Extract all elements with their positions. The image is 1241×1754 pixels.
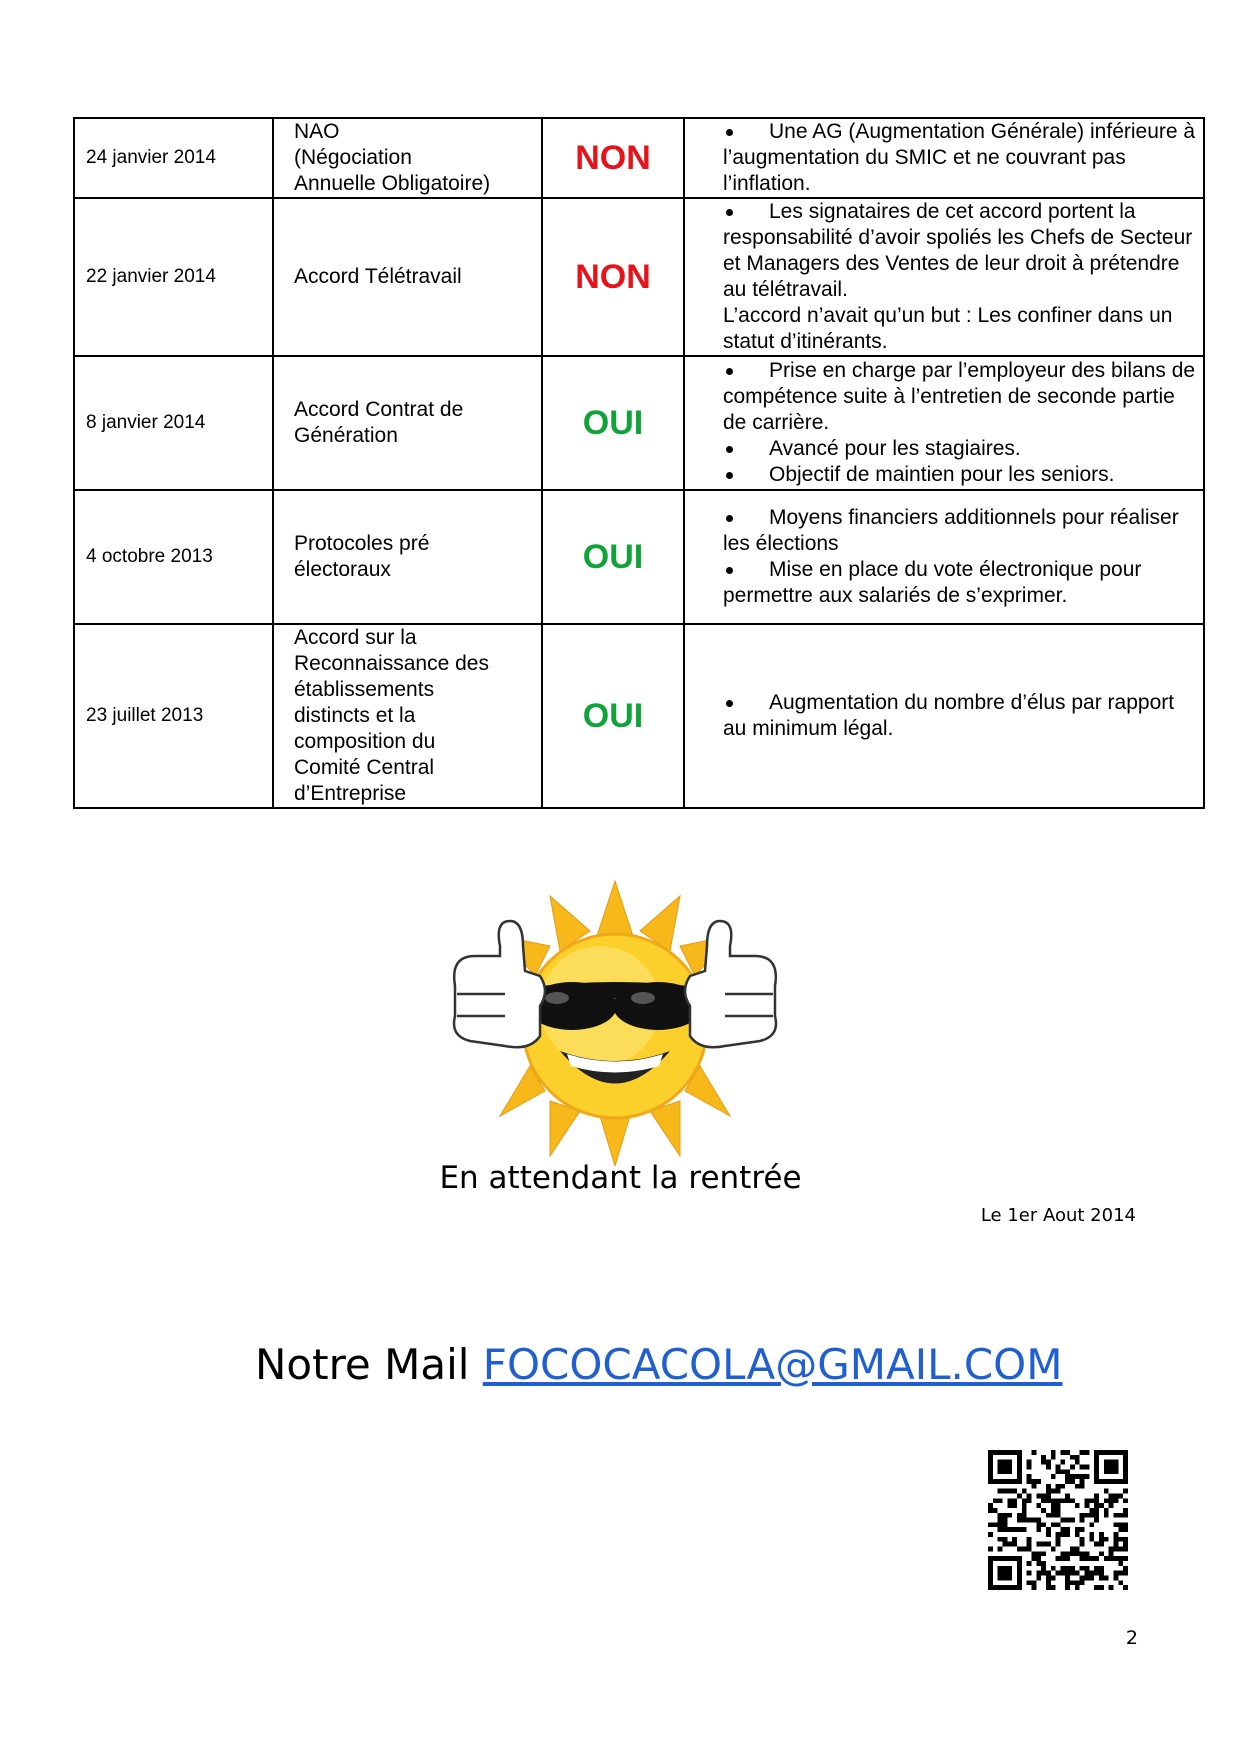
agreement-date: 8 janvier 2014 <box>74 356 273 490</box>
agreement-title-line: composition du <box>294 730 436 753</box>
agreement-title-line: (Négociation <box>294 146 412 169</box>
detail-bullet-item <box>723 557 1197 609</box>
detail-bullet-item <box>723 462 1197 488</box>
detail-text: Prise en charge par l’employeur des bilans de compétence suite à l’entretien de seconde partie de carrière. <box>723 359 1196 434</box>
agreement-title-line: distincts et la <box>294 704 416 727</box>
detail-bullet-item <box>723 358 1197 436</box>
agreement-title-line: Accord Contrat de <box>294 398 464 421</box>
detail-text: Les signataires de cet accord portent la responsabilité d’avoir spoliés les Chefs de Secteur et Managers des Ventes de leur droit à prétendre au télétravail. <box>723 200 1193 301</box>
detail-text: Moyens financiers additionnels pour réaliser les élections <box>723 506 1179 555</box>
agreement-details <box>684 490 1204 624</box>
vote-badge: NON <box>542 198 684 356</box>
agreements-table <box>73 117 1205 809</box>
agreement-date: 24 janvier 2014 <box>74 118 273 198</box>
agreement-title-line: d’Entreprise <box>294 782 407 805</box>
detail-bullet-item <box>723 690 1197 742</box>
detail-text: Objectif de maintien pour les seniors. <box>769 463 1115 486</box>
agreement-date: 4 octobre 2013 <box>74 490 273 624</box>
vote-badge: NON <box>542 118 684 198</box>
detail-bullet-item <box>723 505 1197 557</box>
table-body <box>74 118 1204 808</box>
agreement-title-line: électoraux <box>294 558 391 581</box>
agreement-title-line: NAO <box>294 120 340 143</box>
vote-badge: OUI <box>542 624 684 808</box>
agreement-title-line: Génération <box>294 424 398 447</box>
agreement-title-line: Comité Central <box>294 756 435 779</box>
detail-text: Mise en place du vote électronique pour permettre aux salariés de s’exprimer. <box>723 558 1142 607</box>
agreement-title <box>273 198 542 356</box>
agreement-details <box>684 198 1204 356</box>
table-row <box>74 356 1204 490</box>
details-list <box>723 358 1197 488</box>
agreement-title <box>273 118 542 198</box>
agreement-details <box>684 356 1204 490</box>
table-row <box>74 490 1204 624</box>
details-list <box>723 505 1197 609</box>
table-row <box>74 624 1204 808</box>
detail-text: Avancé pour les stagiaires. <box>769 437 1021 460</box>
contact-line <box>255 1340 1062 1389</box>
vote-badge: OUI <box>542 356 684 490</box>
detail-bullet-item <box>723 199 1197 303</box>
detail-text: Une AG (Augmentation Générale) inférieure à l’augmentation du SMIC et ne couvrant pas l’inflation. <box>723 120 1196 195</box>
detail-text: Augmentation du nombre d’élus par rapport au minimum légal. <box>723 691 1175 740</box>
detail-text: L’accord n’avait qu’un but : Les confiner dans un statut d’itinérants. <box>723 304 1173 353</box>
contact-label: Notre Mail <box>255 1340 470 1389</box>
agreement-title-line: Protocoles pré <box>294 532 430 555</box>
page-number: 2 <box>1125 1627 1138 1649</box>
qr-code-icon[interactable] <box>988 1450 1128 1590</box>
agreement-title-line: Reconnaissance des <box>294 652 489 675</box>
details-list <box>723 199 1197 355</box>
letter-date: Le 1er Aout 2014 <box>980 1205 1136 1226</box>
vote-badge: OUI <box>542 490 684 624</box>
agreement-date: 23 juillet 2013 <box>74 624 273 808</box>
sunglasses-sun-thumbs-up-icon <box>445 876 785 1166</box>
agreement-details <box>684 118 1204 198</box>
agreement-title <box>273 624 542 808</box>
detail-bullet-item <box>723 436 1197 462</box>
agreement-title-line: Accord sur la <box>294 626 417 649</box>
details-list <box>723 119 1197 197</box>
table-row <box>74 198 1204 356</box>
agreement-title <box>273 490 542 624</box>
agreement-details <box>684 624 1204 808</box>
agreement-date: 22 janvier 2014 <box>74 198 273 356</box>
caption: En attendant la rentrée <box>439 1160 802 1196</box>
email-link[interactable]: FOCOCACOLA@GMAIL.COM <box>482 1340 1063 1389</box>
agreement-title-line: Annuelle Obligatoire) <box>294 172 491 195</box>
agreement-title <box>273 356 542 490</box>
detail-bullet-item <box>723 119 1197 197</box>
table-row <box>74 118 1204 198</box>
details-list <box>723 690 1197 742</box>
agreement-title-line: Accord Télétravail <box>294 265 462 288</box>
agreement-title-line: établissements <box>294 678 435 701</box>
